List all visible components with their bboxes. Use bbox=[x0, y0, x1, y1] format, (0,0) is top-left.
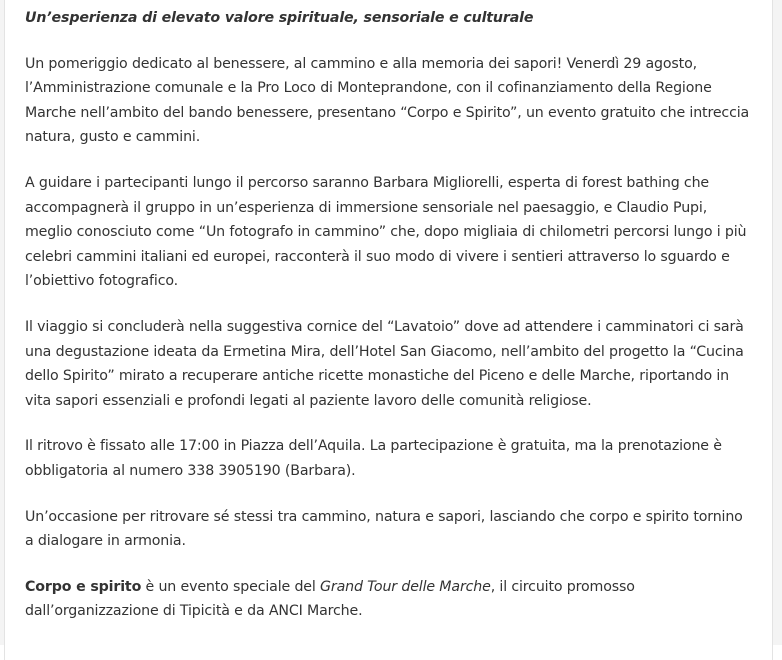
paragraph-tasting: Il viaggio si concluderà nella suggestiva cornice del “Lavatoio” dove ad attendere i camminatori ci sarà una degustazione ideata da Ermetina Mira, dell’Hotel San Giacomo, nell’ambito del progetto la “Cucina dello Spirito” mirato a recuperare antiche ricette monastiche del Piceno e delle Marche, riportando in vita sapori essenziali e profondi legati al paziente lavoro delle comunità religiose. bbox=[25, 318, 744, 409]
grand-tour-name: Grand Tour delle Marche bbox=[320, 578, 491, 595]
paragraph-intro: Un pomeriggio dedicato al benessere, al cammino e alla memoria dei sapori! Venerdì 29 agosto, l’Amministrazione comunale e la Pro Loco di Monteprandone, con il cofinanziamento della Regione Marche nell’ambito del bando benessere, presentano “Corpo e Spirito”, un evento gratuito che intreccia natura, gusto e cammini. bbox=[25, 55, 750, 146]
paragraph-meeting-point: Il ritrovo è fissato alle 17:00 in Piazza dell’Aquila. La partecipazione è gratuita, ma la prenotazione è obbligatoria al numero 338 3905190 (Barbara). bbox=[25, 438, 722, 479]
paragraph-conclusion: Un’occasione per ritrovare sé stessi tra cammino, natura e sapori, lasciando che corpo e spirito tornino a dialogare in armonia. bbox=[25, 508, 743, 550]
event-name-bold: Corpo e spirito bbox=[25, 578, 142, 595]
paragraph-closing bbox=[25, 575, 755, 624]
article-body bbox=[25, 6, 755, 645]
article-card bbox=[4, 0, 773, 660]
article-subtitle: Un’esperienza di elevato valore spirituale, sensoriale e culturale bbox=[25, 10, 534, 26]
closing-text-1: è un evento speciale del bbox=[141, 578, 321, 595]
paragraph-guides: A guidare i partecipanti lungo il percorso saranno Barbara Migliorelli, esperta di forest bathing che accompagnerà il gruppo in un’esperienza di immersione sensoriale nel paesaggio, e Claudio Pupi, meglio conosciuto come “Un fotografo in cammino” che, dopo migliaia di chilometri percorsi lungo i più celebri cammini italiani ed europei, racconterà il suo modo di vivere i sentieri attraverso lo sguardo e l’obiettivo fotografico. bbox=[25, 174, 747, 290]
closing-text-2: , il circuito promosso dall’organizzazione di Tipicità e da ANCI Marche. bbox=[25, 578, 635, 620]
